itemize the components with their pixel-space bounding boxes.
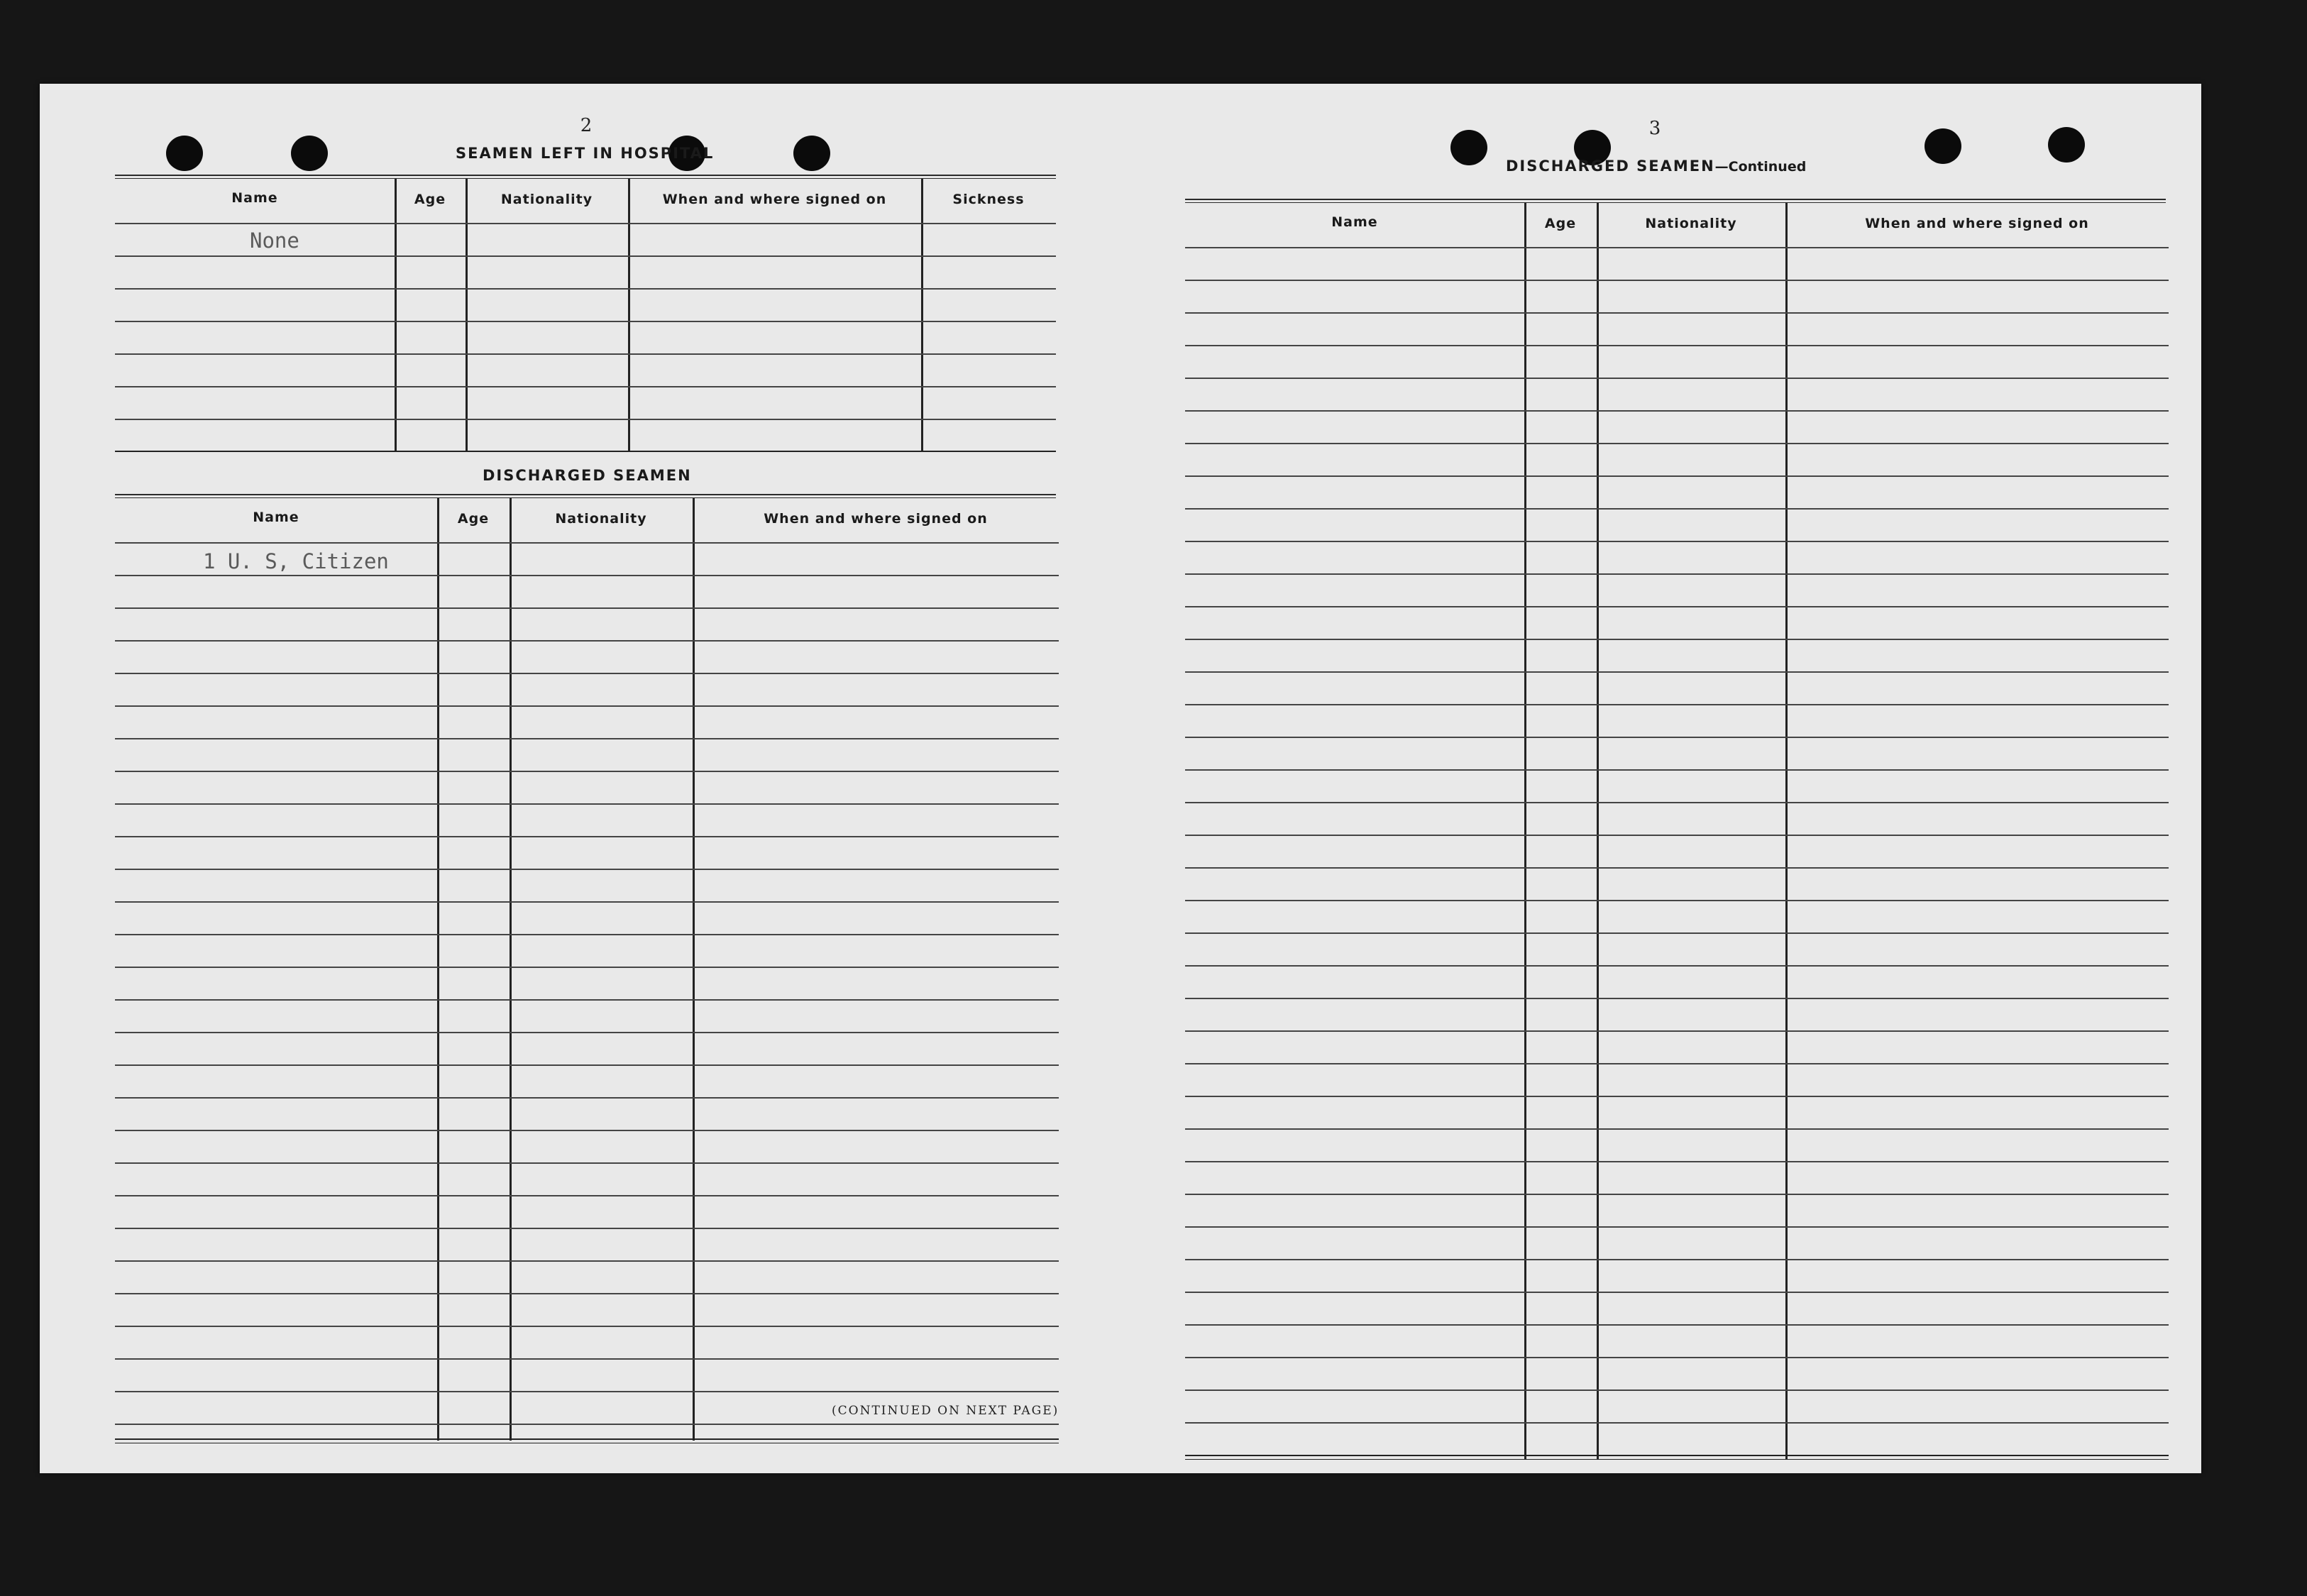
ruled-line [1185, 1422, 2169, 1424]
ruled-line [1185, 410, 2169, 412]
ruled-line [1185, 247, 2169, 248]
column-header-signed-on: When and where signed on [662, 192, 887, 207]
hospital-table [115, 179, 1056, 452]
ruled-line [115, 451, 1056, 452]
ruled-line [1185, 737, 2169, 738]
ruled-line [1185, 1259, 2169, 1260]
ruled-line [1185, 1459, 2169, 1460]
punch-hole [1925, 128, 1961, 164]
ruled-line [1185, 1292, 2169, 1293]
ruled-line [115, 999, 1059, 1001]
ruled-line [1185, 508, 2169, 510]
ruled-line [1185, 671, 2169, 673]
divider [115, 494, 1056, 495]
ruled-line [1185, 312, 2169, 314]
divider [1185, 199, 2166, 200]
punch-hole [793, 136, 830, 171]
ruled-line [1185, 835, 2169, 836]
ruled-line [115, 386, 1056, 387]
column-divider [466, 179, 468, 452]
ruled-line [1185, 998, 2169, 999]
punch-hole [291, 136, 328, 171]
ruled-line [115, 1032, 1059, 1033]
column-header-name: Name [1331, 214, 1378, 230]
continued-section-title [1506, 158, 1806, 175]
ruled-line [115, 1424, 1059, 1425]
column-divider [1785, 203, 1788, 1460]
ruled-line [115, 1326, 1059, 1327]
ruled-line [1185, 1324, 2169, 1326]
ruled-line [1185, 867, 2169, 869]
discharged-continued-table [1185, 203, 2169, 1480]
column-header-sickness: Sickness [952, 192, 1025, 207]
ruled-line [115, 223, 1056, 224]
column-header-age: Age [414, 192, 446, 207]
ruled-line [1185, 932, 2169, 934]
ruled-line [1185, 1389, 2169, 1391]
ruled-line [1185, 1194, 2169, 1195]
ruled-line [115, 1358, 1059, 1360]
column-divider [1524, 203, 1526, 1460]
continued-note: (CONTINUED ON NEXT PAGE) [832, 1404, 1059, 1418]
ruled-line [115, 1097, 1059, 1099]
ruled-line [1185, 1063, 2169, 1064]
ruled-line [115, 255, 1056, 257]
ruled-line [115, 1391, 1059, 1392]
ruled-line [115, 705, 1059, 707]
column-divider [1597, 203, 1599, 1460]
ruled-line [1185, 900, 2169, 901]
ruled-line [1185, 1096, 2169, 1097]
ruled-line [1185, 704, 2169, 705]
ruled-line [115, 1162, 1059, 1164]
ruled-line [1185, 280, 2169, 281]
ruled-line [115, 640, 1059, 642]
ruled-line [115, 419, 1056, 420]
ruled-line [1185, 965, 2169, 967]
divider [115, 175, 1056, 176]
continued-title-text: DISCHARGED SEAMEN [1506, 158, 1715, 175]
ruled-line [1185, 541, 2169, 542]
ruled-line [115, 934, 1059, 935]
ruled-line [115, 803, 1059, 805]
page-number-right: 3 [1648, 118, 1661, 139]
ruled-line [115, 353, 1056, 355]
ruled-line [115, 575, 1059, 576]
column-divider [395, 179, 397, 452]
ruled-line [115, 967, 1059, 968]
ruled-line [1185, 1455, 2169, 1456]
ruled-line [115, 321, 1056, 322]
column-header-signed-on: When and where signed on [764, 511, 988, 527]
ruled-line [1185, 1030, 2169, 1032]
ruled-line [1185, 1226, 2169, 1228]
column-header-age: Age [457, 511, 490, 527]
ruled-line [1185, 1128, 2169, 1130]
discharged-entry: 1 U. S, Citizen [203, 549, 389, 573]
page-number-left: 2 [580, 115, 593, 136]
ledger-sheet [40, 84, 2201, 1473]
column-header-name: Name [231, 190, 278, 206]
hospital-section-title: SEAMEN LEFT IN HOSPITAL [456, 145, 715, 162]
discharged-section-title: DISCHARGED SEAMEN [483, 467, 692, 484]
ruled-line [1185, 378, 2169, 379]
ruled-line [115, 542, 1059, 544]
column-header-nationality: Nationality [555, 511, 647, 527]
ruled-line [1185, 639, 2169, 640]
column-header-name: Name [253, 510, 299, 525]
ruled-line [115, 869, 1059, 870]
ruled-line [115, 288, 1056, 290]
ruled-line [1185, 802, 2169, 803]
punch-hole [166, 136, 203, 171]
column-header-nationality: Nationality [1645, 216, 1737, 231]
ruled-line [115, 1064, 1059, 1066]
ruled-line [1185, 475, 2169, 477]
continued-title-suffix: —Continued [1714, 159, 1807, 175]
ruled-line [115, 1195, 1059, 1196]
ruled-line [1185, 345, 2169, 346]
ruled-line [115, 1438, 1059, 1440]
ruled-line [115, 1260, 1059, 1262]
ruled-line [1185, 443, 2169, 444]
ruled-line [115, 1293, 1059, 1294]
ruled-line [115, 1130, 1059, 1131]
ruled-line [115, 771, 1059, 772]
ruled-line [115, 673, 1059, 674]
column-header-age: Age [1544, 216, 1577, 231]
ruled-line [115, 607, 1059, 609]
punch-hole [2048, 127, 2085, 163]
ruled-line [1185, 573, 2169, 575]
column-divider [921, 179, 923, 452]
ruled-line [1185, 1161, 2169, 1162]
discharged-table [115, 498, 1059, 1483]
column-header-signed-on: When and where signed on [1865, 216, 2089, 231]
ruled-line [115, 738, 1059, 739]
ruled-line [115, 836, 1059, 837]
ruled-line [115, 1228, 1059, 1229]
ruled-line [115, 901, 1059, 903]
column-header-nationality: Nationality [500, 192, 593, 207]
column-divider [628, 179, 630, 452]
ruled-line [1185, 606, 2169, 607]
ruled-line [1185, 1357, 2169, 1358]
ruled-line [1185, 769, 2169, 771]
punch-hole [1450, 130, 1487, 165]
hospital-entry: None [250, 229, 299, 253]
